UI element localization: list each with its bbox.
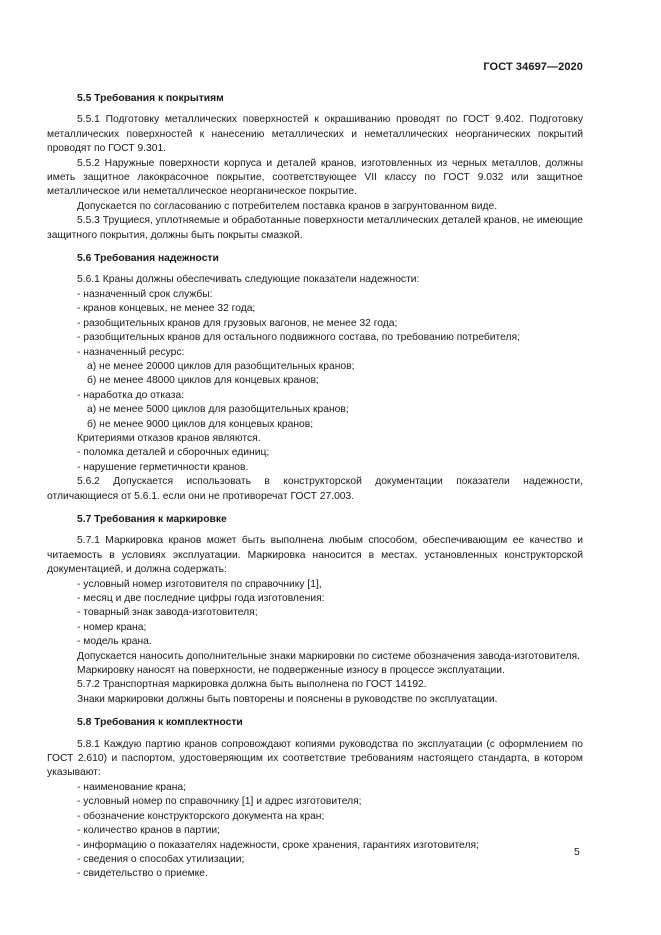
paragraph: 5.7.2 Транспортная маркировка должна быть выполнена по ГОСТ 14192. [77, 679, 427, 691]
section-heading: 5.7 Требования к маркировке [77, 513, 227, 525]
list-item: - условный номер по справочнику [1] и адрес изготовителя; [77, 796, 362, 808]
document-body [47, 92, 583, 891]
section-5-6 [47, 252, 583, 504]
list-item: - товарный знак завода-изготовителя; [77, 607, 258, 619]
sub-list-item: а) не менее 20000 циклов для разобщительных кранов; [87, 360, 355, 372]
document-code: ГОСТ 34697—2020 [483, 61, 583, 73]
section-heading: 5.6 Требования надежности [77, 253, 219, 265]
section-5-8 [47, 716, 583, 881]
paragraph: Знаки маркировки должны быть повторены и пояснены в руководстве по эксплуатации. [77, 693, 498, 705]
list-item: - кранов концевых, не менее 32 года; [77, 303, 256, 315]
paragraph: 5.5.1 Подготовку металлических поверхностей к окрашиванию проводят по ГОСТ 9.402. Подготовку металлических поверхностей к нанесению металлических и неметаллических неорганических покрытий проводят по ГОСТ 9.301. [47, 114, 583, 155]
list-item: - свидетельство о приемке. [77, 868, 208, 880]
paragraph: Критериями отказов кранов являются. [77, 432, 261, 444]
sub-list-item: б) не менее 9000 циклов для концевых кранов; [87, 418, 314, 430]
paragraph: Допускается наносить дополнительные знаки маркировки по системе обозначения завода-изготовителя. [77, 650, 580, 662]
section-heading: 5.5 Требования к покрытиям [77, 93, 224, 104]
sub-list-item: а) не менее 5000 циклов для разобщительных кранов; [87, 404, 349, 416]
list-item: - количество кранов в партии; [77, 825, 220, 837]
list-item: - условный номер изготовителя по справочнику [1], [77, 578, 322, 590]
paragraph: 5.6.2 Допускается использовать в конструкторской документации показатели надежности, отличающиеся от 5.6.1. если они не противоречат ГОСТ 27.003. [47, 476, 583, 502]
list-item: - разобщительных кранов для остального подвижного состава, по требованию потребителя; [77, 332, 520, 344]
paragraph: 5.5.2 Наружные поверхности корпуса и деталей кранов, изготовленных из черных металлов, должны иметь защитное лакокрасочное покрытие, соответствующее VII классу по ГОСТ 9.032 или защитное металлическое или неметаллическое неорганическое покрытие. [47, 157, 583, 198]
section-5-7 [47, 513, 583, 707]
list-item: - поломка деталей и сборочных единиц; [77, 447, 270, 459]
paragraph: 5.5.3 Трущиеся, уплотняемые и обработанные поверхности металлических деталей кранов, не имеющие защитного покрытия, должны быть покрыты смазкой. [47, 215, 583, 241]
paragraph: 5.6.1 Краны должны обеспечивать следующие показатели надежности: [77, 274, 420, 286]
list-item: - нарушение герметичности кранов. [77, 461, 249, 473]
sub-list-item: б) не менее 48000 циклов для концевых кранов; [87, 375, 319, 387]
list-item: - модель крана. [77, 636, 152, 648]
list-item: - наименование крана; [77, 781, 187, 793]
section-heading: 5.8 Требования к комплектности [77, 717, 243, 729]
paragraph: 5.7.1 Маркировка кранов может быть выполнена любым способом, обеспечивающим ее качество и читаемость в условиях эксплуатации. Маркировка наносится в местах. установленных конструкторской документацией, и должна содержать: [47, 535, 583, 576]
list-item: - назначенный ресурс: [77, 346, 185, 358]
paragraph: Допускается по согласованию с потребителем поставка кранов в загрунтованном виде. [77, 200, 498, 212]
list-item: - месяц и две последние цифры года изготовления: [77, 593, 325, 604]
list-item: - номер крана; [77, 621, 147, 633]
list-item: - обозначение конструкторского документа на кран; [77, 810, 325, 822]
paragraph: 5.8.1 Каждую партию кранов сопровождают копиями руководства по эксплуатации (с оформлением по ГОСТ 2.610) и паспортом, удостоверяющим их соответствие требованиям настоящего стандарта, в котором указывают: [47, 738, 583, 779]
list-item: - наработка до отказа: [77, 389, 185, 401]
section-5-5 [47, 92, 583, 243]
list-item: - разобщительных кранов для грузовых вагонов, не менее 32 года; [77, 317, 398, 329]
list-item: - информацию о показателях надежности, сроке хранения, гарантиях изготовителя; [77, 839, 479, 851]
list-item: - сведения о способах утилизации; [77, 853, 245, 865]
list-item: - назначенный срок службы: [77, 288, 213, 300]
page-number: 5 [574, 847, 580, 858]
paragraph: Маркировку наносят на поверхности, не подверженные износу в процессе эксплуатации. [77, 665, 505, 677]
